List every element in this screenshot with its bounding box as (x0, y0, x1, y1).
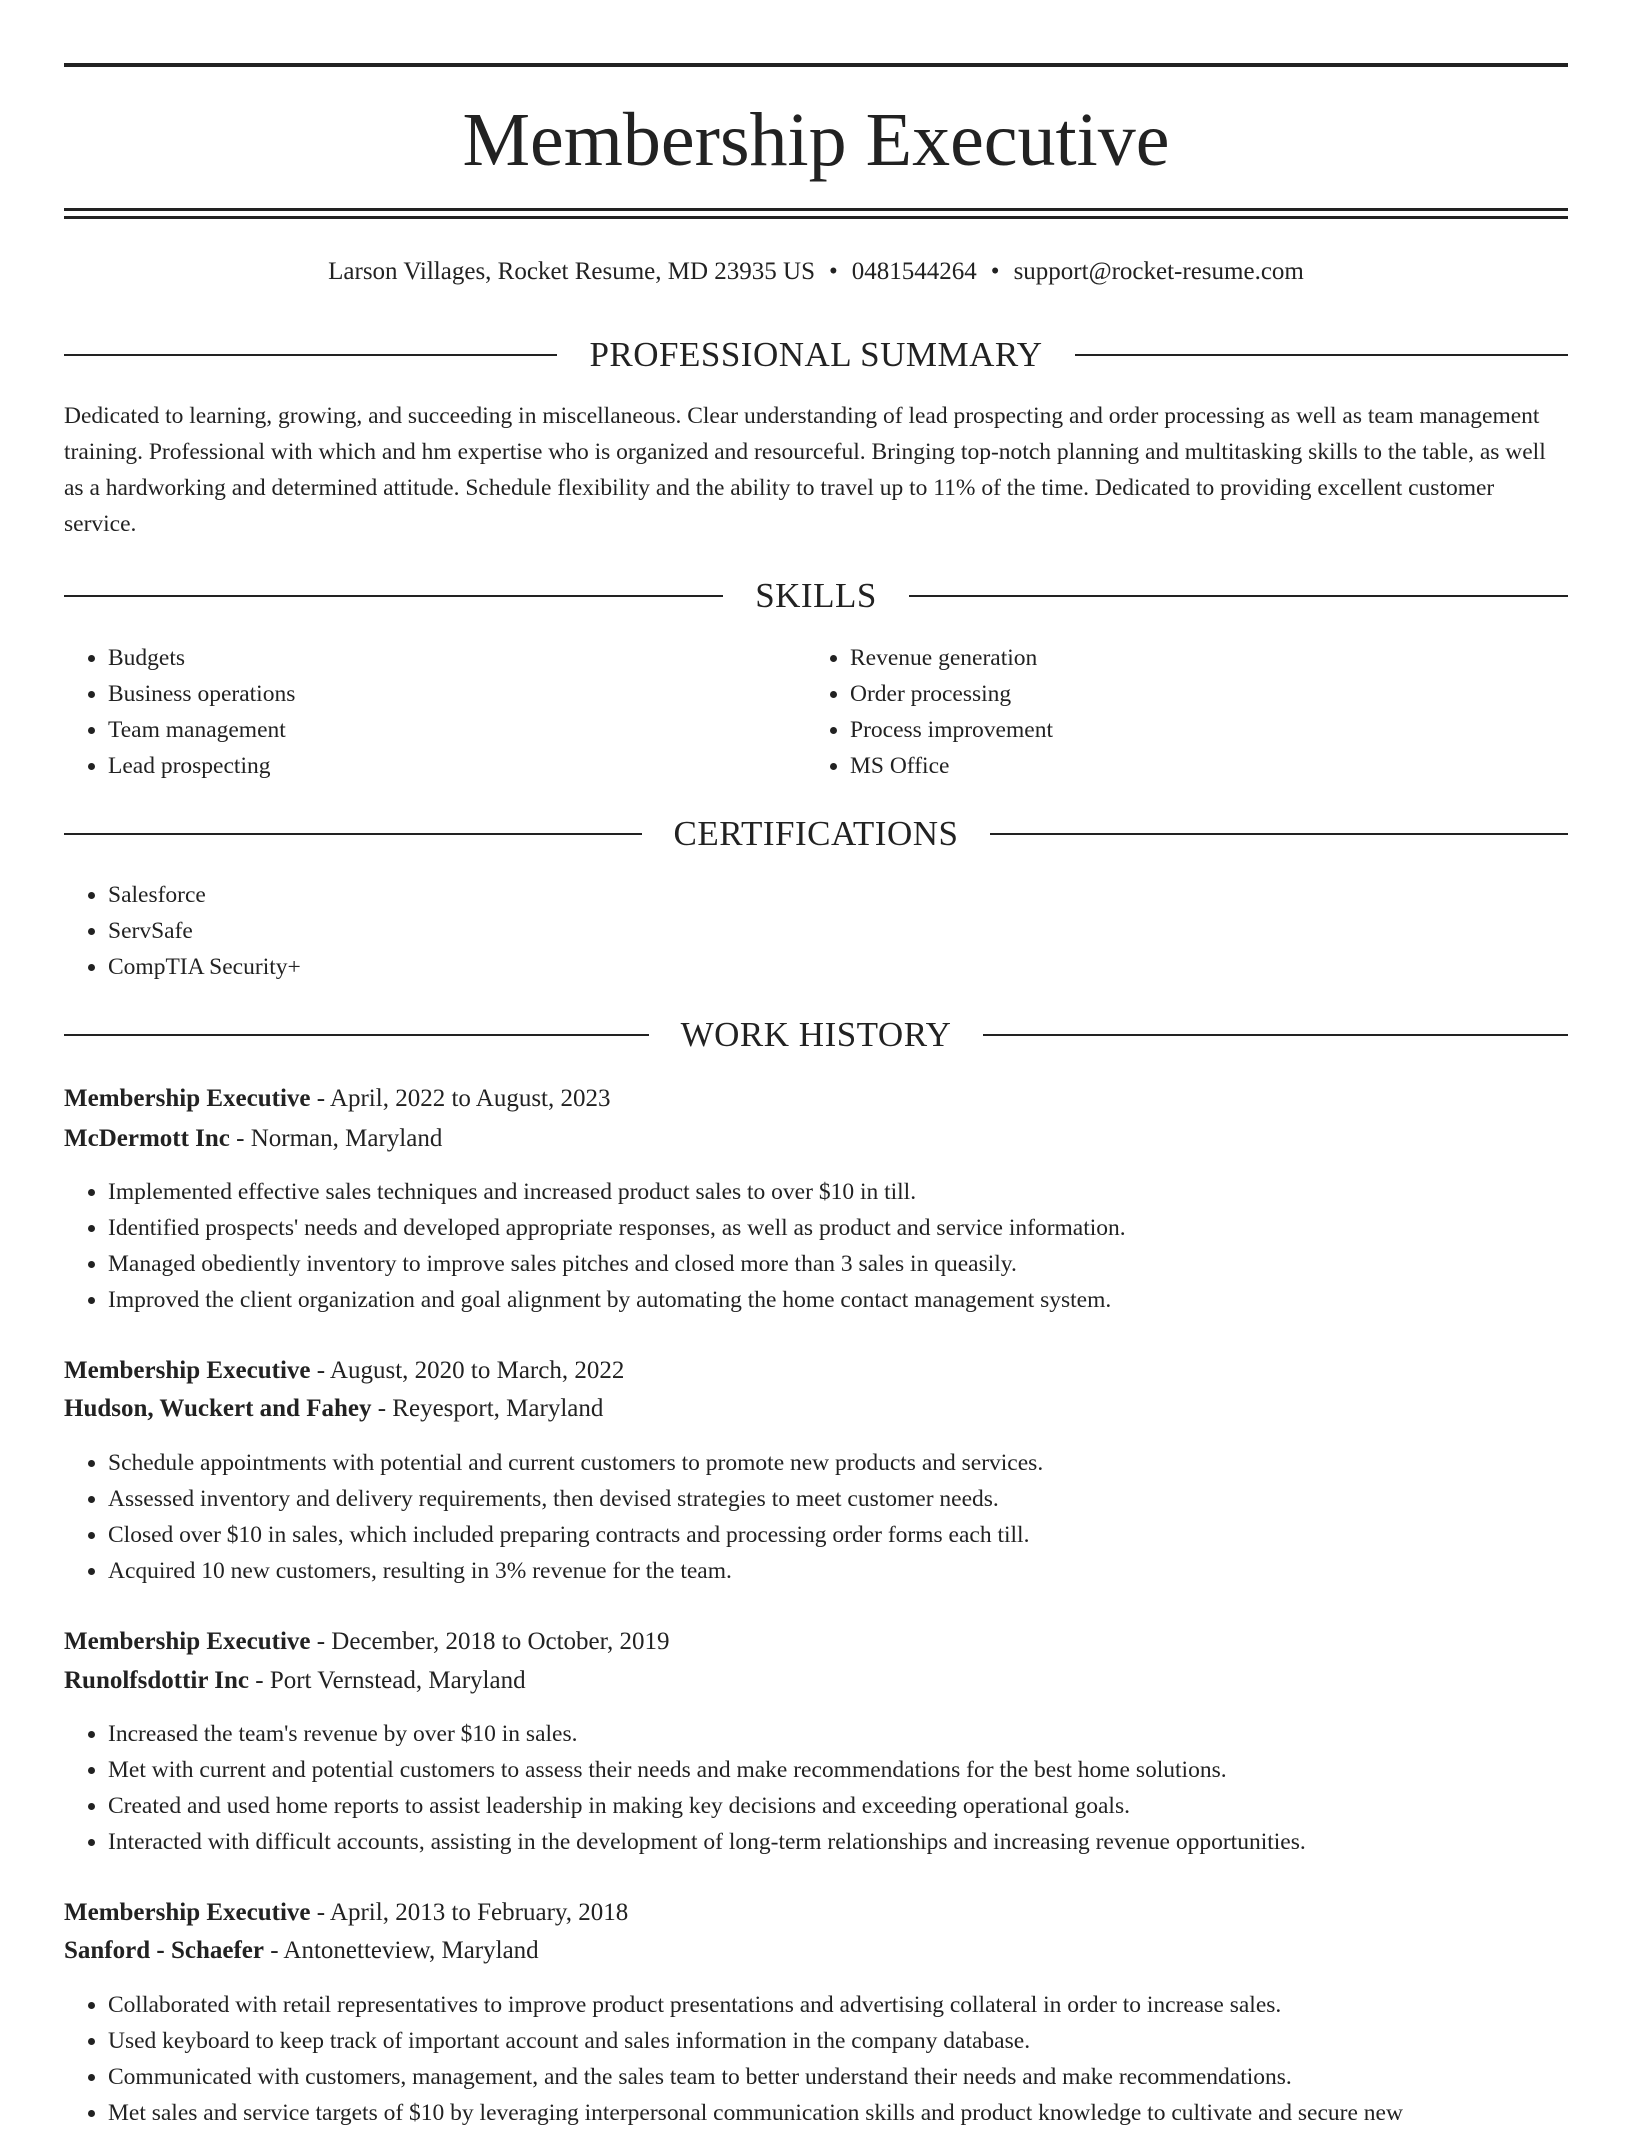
skill-item: • Order processing (850, 676, 1053, 712)
divider (64, 354, 557, 356)
job-company-line (64, 1391, 603, 1427)
certification-item: • ServSafe (108, 913, 301, 949)
skill-item: • Business operations (108, 676, 295, 712)
job-location: - Antonetteview, Maryland (263, 1937, 539, 1964)
job-bullets (64, 1716, 1306, 1860)
resume-name: Membership Executive (462, 98, 1170, 182)
divider (983, 1034, 1568, 1036)
certifications-list (64, 877, 301, 985)
job-bullet: • Collaborated with retail representatives to improve product presentations and advertising collateral in order to increase sales. (108, 1987, 1403, 2023)
job-bullet: • Met with current and potential customers to assess their needs and make recommendations for the best home solutions. (108, 1752, 1306, 1788)
certification-item: • Salesforce (108, 877, 301, 913)
skills-list-right (806, 640, 1053, 784)
job-bullet: • Improved the client organization and goal alignment by automating the home contact management system. (108, 1282, 1126, 1318)
job-dates: - April, 2022 to August, 2023 (310, 1085, 611, 1112)
header-double-rule (64, 216, 1568, 219)
job-dates: - August, 2020 to March, 2022 (310, 1357, 625, 1384)
contact-phone: 0481544264 (851, 258, 977, 285)
job-bullet: • Used keyboard to keep track of important account and sales information in the company database. (108, 2023, 1403, 2059)
section-certifications-heading (64, 812, 1568, 856)
job-bullet: • Increased the team's revenue by over $10 in sales. (108, 1716, 1306, 1752)
job-bullet: • Interacted with difficult accounts, assisting in the development of long-term relationships and increasing revenue opportunities. (108, 1824, 1306, 1860)
section-title: PROFESSIONAL SUMMARY (589, 335, 1043, 374)
contact-address: Larson Villages, Rocket Resume, MD 23935 US (328, 258, 816, 285)
divider (64, 833, 642, 835)
job-bullet: • Communicated with customers, management, and the sales team to better understand their needs and make recommendations. (108, 2059, 1403, 2095)
contact-separator: • (829, 258, 838, 285)
job-bullet: • Identified prospects' needs and developed appropriate responses, as well as product and service information. (108, 1210, 1126, 1246)
skill-item: • Budgets (108, 640, 295, 676)
job-bullet: • Closed over $10 in sales, which included preparing contracts and processing order forms each till. (108, 1517, 1043, 1553)
job-title: Membership Executive (64, 1085, 311, 1112)
job-location: - Port Vernstead, Maryland (249, 1667, 526, 1694)
job-bullet: • Created and used home reports to assist leadership in making key decisions and exceeding operational goals. (108, 1788, 1306, 1824)
job-title: Membership Executive (64, 1628, 311, 1655)
skill-item: • Team management (108, 712, 295, 748)
job-bullets (64, 1174, 1126, 1318)
job-company: Runolfsdottir Inc (64, 1667, 249, 1694)
summary-text: Dedicated to learning, growing, and succeeding in miscellaneous. Clear understanding of lead prospecting and order processing as well as team management training. Professional with which and hm expertise who is organized and resourceful. Bringing top-notch planning and multitasking skills to the table, as well as a hardworking and determined attitude. Schedule flexibility and the ability to travel up to 11% of the time. Dedicated to providing excellent customer service. (64, 403, 1546, 537)
divider (64, 1034, 649, 1036)
job-title-line (64, 1353, 624, 1389)
section-title: WORK HISTORY (680, 1015, 952, 1054)
divider (1075, 354, 1568, 356)
job-bullet: • Acquired 10 new customers, resulting in 3% revenue for the team. (108, 1553, 1043, 1589)
job-company-line (64, 1121, 442, 1157)
job-bullet: • Met sales and service targets of $10 by leveraging interpersonal communication skills and product knowledge to cultivate and secure new (108, 2095, 1403, 2131)
job-dates: - April, 2013 to February, 2018 (310, 1899, 629, 1926)
header-double-rule (64, 208, 1568, 211)
job-company: Sanford - Schaefer (64, 1937, 264, 1964)
job-title-line (64, 1081, 611, 1117)
contact-email: support@rocket-resume.com (1013, 258, 1304, 285)
job-bullet: • Assessed inventory and delivery requirements, then devised strategies to meet customer needs. (108, 1481, 1043, 1517)
job-bullet: • Schedule appointments with potential and current customers to promote new products and services. (108, 1445, 1043, 1481)
job-title: Membership Executive (64, 1899, 311, 1926)
header-top-rule (64, 63, 1568, 67)
contact-separator: • (990, 258, 1000, 285)
section-skills-heading (64, 574, 1568, 618)
skills-list-left (64, 640, 295, 784)
job-company-line (64, 1933, 539, 1969)
job-bullet: • Managed obediently inventory to improve sales pitches and closed more than 3 sales in queasily. (108, 1246, 1126, 1282)
section-summary-heading (64, 333, 1568, 377)
certification-item: • CompTIA Security+ (108, 949, 301, 985)
skill-item: • MS Office (850, 748, 1053, 784)
job-title: Membership Executive (64, 1357, 311, 1384)
job-company-line (64, 1663, 526, 1699)
job-bullets (64, 1445, 1043, 1589)
job-title-line (64, 1895, 628, 1931)
skill-item: • Process improvement (850, 712, 1053, 748)
divider (909, 595, 1568, 597)
skill-item: • Revenue generation (850, 640, 1053, 676)
section-title: CERTIFICATIONS (673, 814, 959, 853)
contact-line (64, 254, 1568, 290)
job-dates: - December, 2018 to October, 2019 (310, 1628, 670, 1655)
job-location: - Norman, Maryland (229, 1125, 443, 1152)
section-title: SKILLS (755, 576, 877, 615)
divider (64, 595, 723, 597)
skill-item: • Lead prospecting (108, 748, 295, 784)
job-company: McDermott Inc (64, 1125, 230, 1152)
job-title-line (64, 1624, 669, 1660)
divider (990, 833, 1568, 835)
job-bullet: • Implemented effective sales techniques and increased product sales to over $10 in till. (108, 1174, 1126, 1210)
job-location: - Reyesport, Maryland (371, 1395, 604, 1422)
section-work-history-heading (64, 1013, 1568, 1057)
job-company: Hudson, Wuckert and Fahey (64, 1395, 372, 1422)
job-bullets (64, 1987, 1403, 2131)
